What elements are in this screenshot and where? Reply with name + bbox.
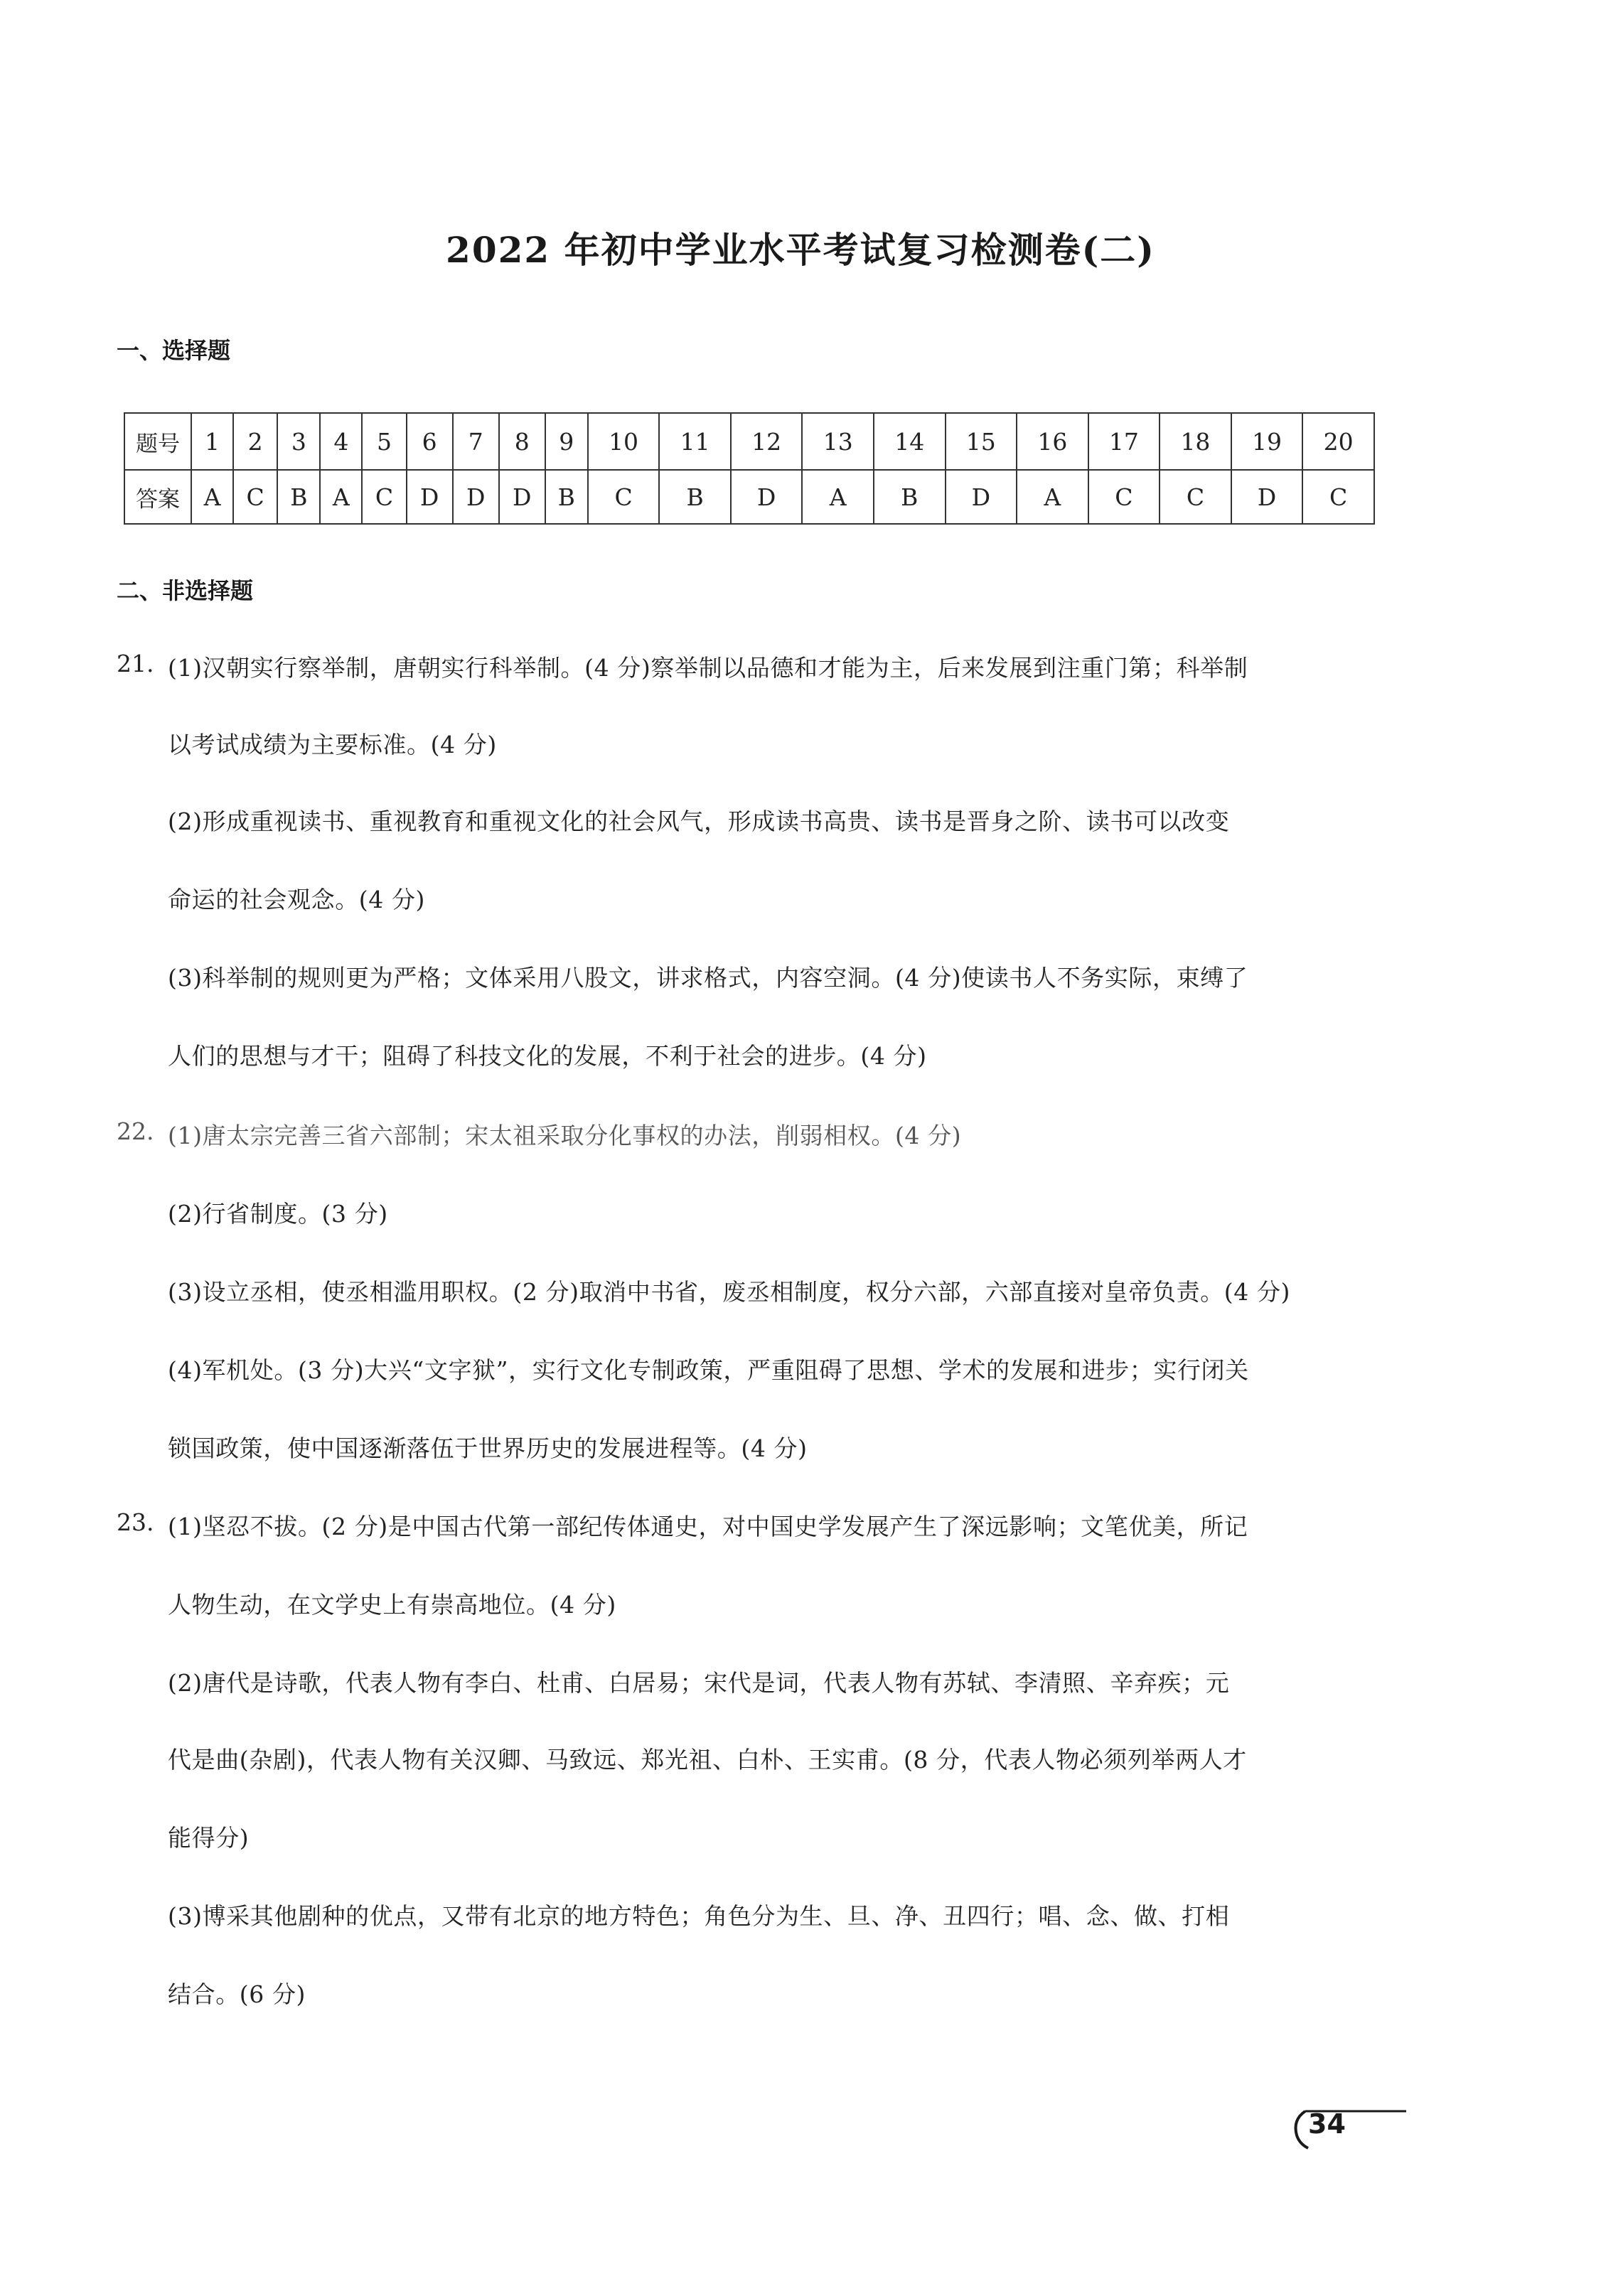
- question-number-cell: 2: [233, 413, 277, 470]
- row-label-number: 题号: [124, 413, 191, 470]
- question-number-row: [124, 413, 1374, 470]
- row-label-answer: 答案: [124, 470, 191, 524]
- answer-cell: A: [191, 470, 233, 524]
- question-number-cell: 1: [191, 413, 233, 470]
- q21-line-1: (1)汉朝实行察举制，唐朝实行科举制。(4 分)察举制以品德和才能为主，后来发展到注重门第；科举制: [168, 654, 1248, 682]
- answer-cell: D: [946, 470, 1017, 524]
- question-number-cell: 18: [1160, 413, 1231, 470]
- answer-cell: B: [545, 470, 588, 524]
- q21-line-6: 人们的思想与才干；阻碍了科技文化的发展，不利于社会的进步。(4 分): [168, 1042, 927, 1070]
- answer-cell: B: [659, 470, 731, 524]
- q23-line-2: 人物生动，在文学史上有崇高地位。(4 分): [168, 1591, 616, 1619]
- question-number-cell: 9: [545, 413, 588, 470]
- page-number: 34: [1308, 2108, 1346, 2140]
- page-number-area: [1280, 2104, 1408, 2154]
- question-number-cell: 15: [946, 413, 1017, 470]
- q21-line-3: (2)形成重视读书、重视教育和重视文化的社会风气，形成读书高贵、读书是晋身之阶、读书可以改变: [168, 808, 1230, 835]
- answer-cell: A: [1017, 470, 1088, 524]
- question-number-cell: 11: [659, 413, 731, 470]
- q22-line-5: 锁国政策，使中国逐渐落伍于世界历史的发展进程等。(4 分): [168, 1434, 808, 1462]
- answer-cell: D: [453, 470, 499, 524]
- answer-cell: A: [320, 470, 362, 524]
- answer-cell: C: [1302, 470, 1374, 524]
- answer-cell: D: [407, 470, 453, 524]
- answer-cell: D: [731, 470, 803, 524]
- q23-line-5: 能得分): [168, 1824, 250, 1852]
- question-number-cell: 19: [1231, 413, 1303, 470]
- section-heading-non-choice: 二、非选择题: [117, 577, 254, 604]
- q23-line-6: (3)博采其他剧种的优点，又带有北京的地方特色；角色分为生、旦、净、丑四行；唱、念、做、打相: [168, 1902, 1230, 1930]
- question-number-cell: 8: [499, 413, 545, 470]
- answer-cell: B: [277, 470, 320, 524]
- question-number-cell: 17: [1088, 413, 1160, 470]
- answer-cell: D: [1231, 470, 1303, 524]
- question-number-cell: 16: [1017, 413, 1088, 470]
- q22-line-4: (4)军机处。(3 分)大兴“文字狱”，实行文化专制政策，严重阻碍了思想、学术的发展和进步；实行闭关: [168, 1356, 1249, 1384]
- section-heading-choice: 一、选择题: [117, 337, 231, 364]
- question-number-cell: 10: [588, 413, 660, 470]
- question-number-cell: 13: [802, 413, 874, 470]
- question-number-22: 22.: [117, 1117, 154, 1145]
- question-number-cell: 6: [407, 413, 453, 470]
- q23-line-3: (2)唐代是诗歌，代表人物有李白、杜甫、白居易；宋代是词，代表人物有苏轼、李清照、辛弃疾；元: [168, 1669, 1230, 1697]
- answer-cell: C: [233, 470, 277, 524]
- question-number-cell: 14: [874, 413, 946, 470]
- answer-row: [124, 470, 1374, 524]
- question-number-23: 23.: [117, 1508, 154, 1536]
- page-title: 2022 年初中学业水平考试复习检测卷(二): [446, 229, 1155, 271]
- question-number-cell: 3: [277, 413, 320, 470]
- question-number-cell: 4: [320, 413, 362, 470]
- question-number-cell: 12: [731, 413, 803, 470]
- q22-line-2: (2)行省制度。(3 分): [168, 1200, 388, 1228]
- answer-cell: C: [588, 470, 660, 524]
- q21-line-4: 命运的社会观念。(4 分): [168, 886, 426, 913]
- q21-line-2: 以考试成绩为主要标准。(4 分): [168, 731, 497, 758]
- q21-line-5: (3)科举制的规则更为严格；文体采用八股文，讲求格式，内容空洞。(4 分)使读书人不务实际，束缚了: [168, 964, 1248, 992]
- answer-cell: C: [1160, 470, 1231, 524]
- q22-line-1: (1)唐太宗完善三省六部制；宋太祖采取分化事权的办法，削弱相权。(4 分): [168, 1122, 962, 1149]
- q22-line-3: (3)设立丞相，使丞相滥用职权。(2 分)取消中书省，废丞相制度，权分六部，六部直接对皇帝负责。(4 分): [168, 1278, 1291, 1306]
- q23-line-1: (1)坚忍不拔。(2 分)是中国古代第一部纪传体通史，对中国史学发展产生了深远影响；文笔优美，所记: [168, 1513, 1248, 1540]
- answer-cell: C: [362, 470, 406, 524]
- question-number-21: 21.: [117, 650, 154, 677]
- q23-line-7: 结合。(6 分): [168, 1980, 306, 2008]
- answer-cell: D: [499, 470, 545, 524]
- answer-table: [124, 412, 1375, 525]
- question-number-cell: 7: [453, 413, 499, 470]
- answer-cell: C: [1088, 470, 1160, 524]
- answer-cell: B: [874, 470, 946, 524]
- question-number-cell: 20: [1302, 413, 1374, 470]
- question-number-cell: 5: [362, 413, 406, 470]
- q23-line-4: 代是曲(杂剧)，代表人物有关汉卿、马致远、郑光祖、白朴、王实甫。(8 分，代表人物必须列举两人才: [168, 1746, 1247, 1774]
- answer-cell: A: [802, 470, 874, 524]
